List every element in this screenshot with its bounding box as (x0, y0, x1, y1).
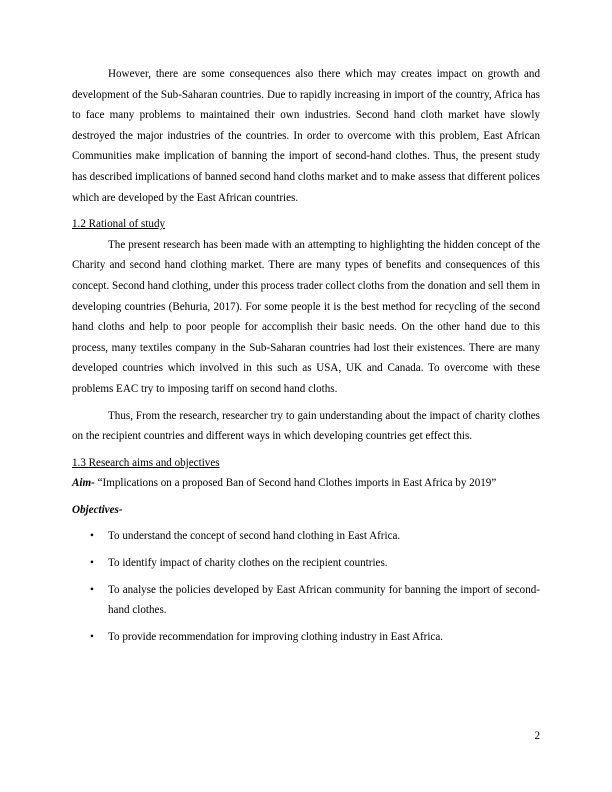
section-heading-rational: 1.2 Rational of study (72, 218, 166, 231)
objective-text: To identify impact of charity clothes on the recipient countries. (108, 557, 388, 570)
objectives-label: Objectives- (72, 503, 123, 516)
bullet-icon: • (90, 557, 94, 570)
aim-line (72, 473, 540, 494)
list-item (72, 526, 540, 547)
intro-paragraph: However, there are some consequences also there which may creates impact on growth and development of the Sub-Saharan countries. Due to rapidly increasing in import of the country, Africa has to face many problems to maintained their own industries. Second hand cloth market have slowly destroyed the major industries of the countries. In order to overcome with this problem, East African Communities make implication of banning the import of second-hand clothes. Thus, the present study has described implications of banned second hand cloths market and to make assess that different polices which are developed by the East African countries. (72, 68, 540, 204)
objective-text: To understand the concept of second hand clothing in East Africa. (108, 530, 401, 543)
list-item (72, 580, 540, 621)
bullet-icon: • (90, 583, 94, 596)
aim-text: “Implications on a proposed Ban of Second hand Clothes imports in East Africa by 2019” (94, 477, 497, 490)
rational-conclusion-paragraph: Thus, From the research, researcher try to gain understanding about the impact of charity clothes on the recipient countries and different ways in which developing countries get effect this. (72, 409, 540, 443)
rational-paragraph: The present research has been made with an attempting to highlighting the hidden concept of the Charity and second hand clothing market. There are many types of benefits and consequences of this concept. Second hand clothing, under this process trader collect cloths from the donation and sell them in developing countries (Behuria, 2017). For some people it is the best method for recycling of the second hand cloths and help to poor people for accomplish their basic needs. On the other hand due to this process, many textiles company in the Sub-Saharan countries had lost their existences. There are many developed countries which involved in this such as USA, UK and Canada. To overcome with these problems EAC try to imposing tariff on second hand cloths. (72, 238, 540, 395)
list-item (72, 553, 540, 574)
section-heading-aims: 1.3 Research aims and objectives (72, 456, 220, 469)
objective-text: To provide recommendation for improving clothing industry in East Africa. (108, 630, 444, 643)
bullet-icon: • (90, 630, 94, 643)
objective-text: To analyse the policies developed by East African community for banning the import of second-hand clothes. (108, 583, 540, 617)
page-number: 2 (534, 730, 540, 742)
aim-label: Aim- (72, 477, 95, 490)
list-item (72, 627, 540, 648)
document-page (72, 64, 540, 653)
bullet-icon: • (90, 530, 94, 543)
objectives-list (72, 526, 540, 647)
